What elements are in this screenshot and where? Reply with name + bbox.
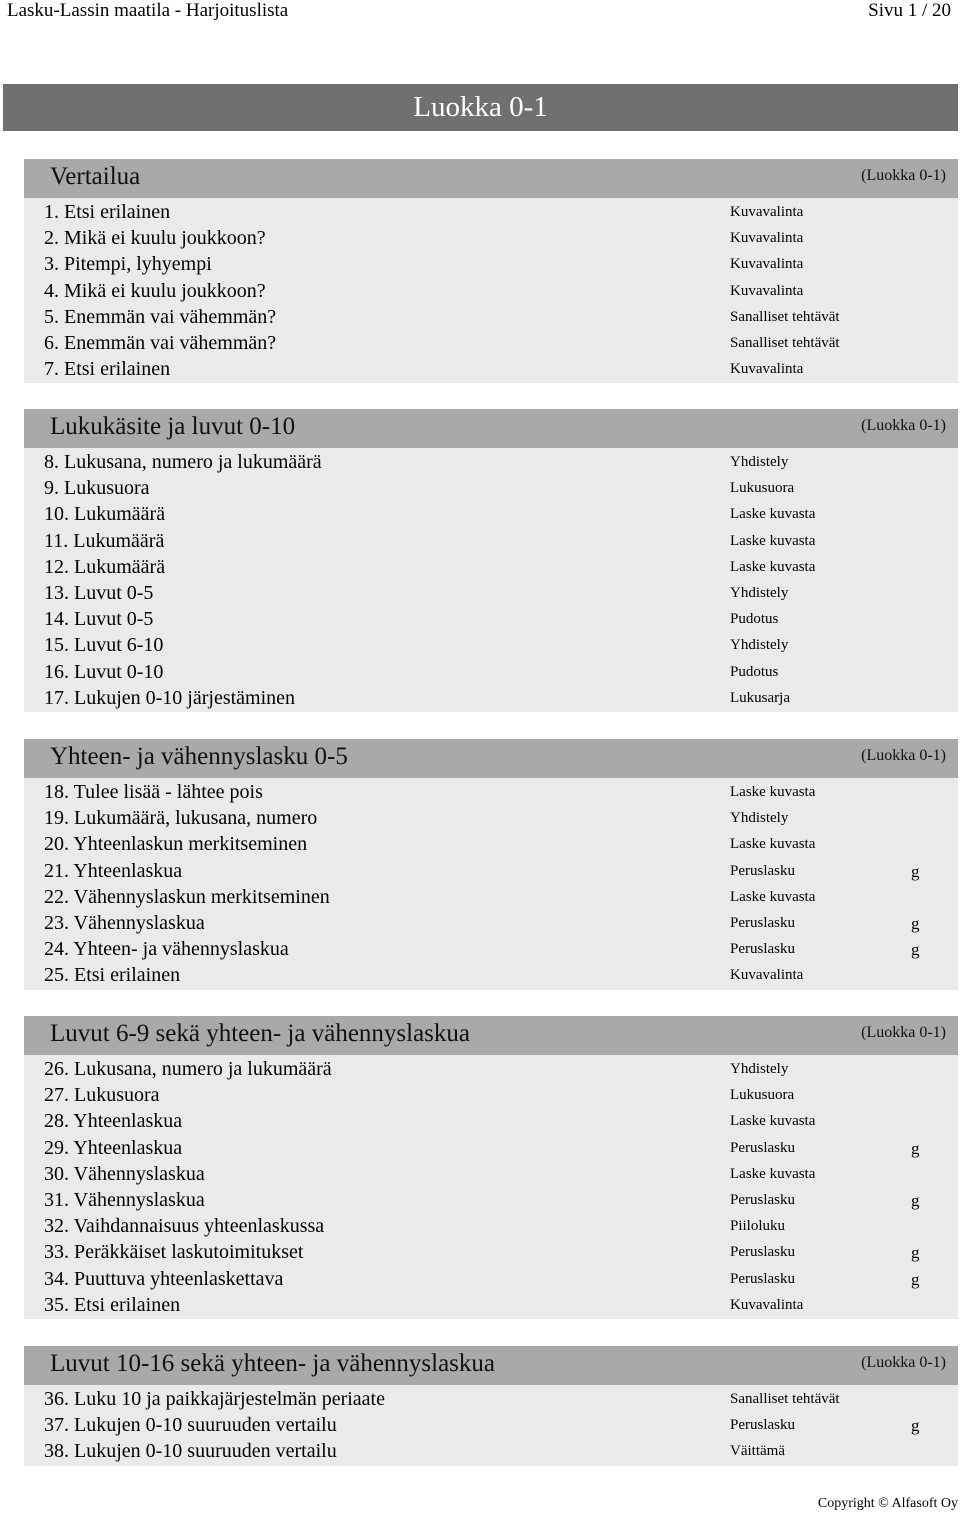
exercise-mark: g [911,1416,920,1436]
exercise-type: Peruslasku [730,1244,795,1261]
exercise-title: 5. Enemmän vai vähemmän? [44,305,277,328]
exercise-row[interactable] [24,279,958,305]
section-header [24,1346,958,1385]
exercise-type: Peruslasku [730,862,795,879]
exercise-title: 21. Yhteenlaskua [44,859,183,882]
document-title: Lasku-Lassin maatila - Harjoituslista [7,0,289,21]
exercise-type: Laske kuvasta [730,1165,816,1182]
exercise-row[interactable] [24,581,958,607]
exercise-row[interactable] [24,1162,958,1188]
exercise-section [24,1016,958,1319]
exercise-type: Kuvavalinta [730,361,804,378]
exercise-row[interactable] [24,331,958,357]
exercise-title: 26. Lukusana, numero ja lukumäärä [44,1058,332,1080]
exercise-type: Laske kuvasta [730,836,816,853]
exercise-type: Lukusuora [730,1087,795,1104]
exercise-title: 17. Lukujen 0-10 järjestäminen [44,686,296,709]
section-grade-tag: (Luokka 0-1) [861,1354,946,1371]
exercise-row[interactable] [24,1136,958,1162]
exercise-type: Laske kuvasta [730,506,816,523]
exercise-row[interactable] [24,476,958,502]
exercise-title: 14. Luvut 0-5 [44,608,154,631]
exercise-type: Sanalliset tehtävät [730,1391,840,1407]
exercise-title: 15. Luvut 6-10 [44,634,164,657]
exercise-type: Laske kuvasta [730,532,816,549]
exercise-type: Peruslasku [730,941,795,958]
exercise-title: 35. Etsi erilainen [44,1293,181,1316]
exercise-type: Sanalliset tehtävät [730,334,840,351]
section-header [24,1016,958,1055]
exercise-mark: g [911,1190,920,1210]
exercise-section [24,409,958,712]
page-header [0,0,960,20]
exercise-title: 37. Lukujen 0-10 suuruuden vertailu [44,1414,337,1437]
exercise-title: 31. Vähennyslaskua [44,1188,205,1211]
exercise-title: 24. Yhteen- ja vähennyslaskua [44,938,289,961]
exercise-type: Lukusuora [730,480,795,497]
grade-banner: Luokka 0-1 [3,84,958,131]
exercise-type: Yhdistely [730,454,789,470]
exercise-title: 16. Luvut 0-10 [44,660,164,683]
exercise-type: Väittämä [730,1443,785,1460]
exercise-title: 1. Etsi erilainen [44,201,171,223]
exercise-type: Yhdistely [730,637,789,654]
exercise-row[interactable] [24,555,958,581]
exercise-row[interactable] [24,1439,958,1465]
exercise-title: 19. Lukumäärä, lukusana, numero [44,807,318,830]
exercise-type: Pudotus [730,611,779,628]
section-title: Luvut 6-9 sekä yhteen- ja vähennyslaskua [50,1020,471,1047]
exercise-row[interactable] [24,502,958,528]
exercise-section [24,159,958,383]
exercise-row[interactable] [24,1240,958,1266]
section-title: Vertailua [50,163,141,190]
exercise-title: 22. Vähennyslaskun merkitseminen [44,885,330,908]
exercise-title: 3. Pitempi, lyhyempi [44,253,212,276]
exercise-type: Kuvavalinta [730,256,804,273]
exercise-type: Peruslasku [730,1270,795,1287]
exercise-type: Peruslasku [730,1417,795,1434]
exercise-type: Laske kuvasta [730,784,816,800]
exercise-mark: g [911,940,920,960]
exercise-row[interactable] [24,963,958,989]
exercise-type: Kuvavalinta [730,282,804,299]
section-title: Luvut 10-16 sekä yhteen- ja vähennyslaskua [50,1350,496,1377]
exercise-title: 25. Etsi erilainen [44,964,181,987]
exercise-type: Lukusarja [730,689,790,706]
exercise-type: Peruslasku [730,1139,795,1156]
exercise-row[interactable] [24,450,958,476]
section-grade-tag: (Luokka 0-1) [861,167,946,184]
exercise-row[interactable] [24,607,958,633]
exercise-rows [24,1055,958,1319]
exercise-title: 12. Lukumäärä [44,555,166,578]
exercise-title: 20. Yhteenlaskun merkitseminen [44,833,308,856]
exercise-rows [24,1385,958,1466]
section-title: Lukukäsite ja luvut 0-10 [50,413,296,440]
exercise-title: 28. Yhteenlaskua [44,1110,183,1133]
exercise-row[interactable] [24,859,958,885]
exercise-type: Laske kuvasta [730,888,816,905]
exercise-row[interactable] [24,1413,958,1439]
exercise-mark: g [911,1269,920,1289]
exercise-row[interactable] [24,780,958,806]
exercise-title: 9. Lukusuora [44,477,150,500]
exercise-section [24,739,958,990]
exercise-title: 33. Peräkkäiset laskutoimitukset [44,1241,304,1264]
exercise-type: Peruslasku [730,1191,795,1208]
exercise-type: Laske kuvasta [730,1113,816,1130]
exercise-type: Yhdistely [730,584,789,601]
exercise-row[interactable] [24,1387,958,1413]
exercise-title: 11. Lukumäärä [44,529,165,552]
exercise-title: 32. Vaihdannaisuus yhteenlaskussa [44,1215,325,1238]
exercise-title: 18. Tulee lisää - lähtee pois [44,781,263,803]
section-grade-tag: (Luokka 0-1) [861,417,946,434]
exercise-type: Peruslasku [730,914,795,931]
exercise-row[interactable] [24,911,958,937]
exercise-title: 13. Luvut 0-5 [44,581,154,604]
section-grade-tag: (Luokka 0-1) [861,1024,946,1041]
exercise-row[interactable] [24,686,958,712]
exercise-type: Kuvavalinta [730,204,804,220]
section-header [24,409,958,448]
section-header [24,739,958,778]
exercise-row[interactable] [24,832,958,858]
section-grade-tag: (Luokka 0-1) [861,747,946,764]
section-title: Yhteen- ja vähennyslasku 0-5 [50,743,348,770]
exercise-row[interactable] [24,305,958,331]
exercise-title: 30. Vähennyslaskua [44,1162,205,1185]
exercise-row[interactable] [24,1188,958,1214]
exercise-title: 6. Enemmän vai vähemmän? [44,331,277,354]
exercise-rows [24,778,958,990]
copyright-notice: Copyright © Alfasoft Oy [817,1496,958,1511]
exercise-row[interactable] [24,529,958,555]
exercise-type: Yhdistely [730,1061,789,1077]
exercise-type: Kuvavalinta [730,230,804,247]
exercise-rows [24,448,958,712]
exercise-row[interactable] [24,252,958,278]
exercise-title: 8. Lukusana, numero ja lukumäärä [44,451,322,473]
page-indicator: Sivu 1 / 20 [868,0,951,21]
exercise-row[interactable] [24,1214,958,1240]
exercise-row[interactable] [24,806,958,832]
exercise-type: Yhdistely [730,810,789,827]
exercise-title: 23. Vähennyslaskua [44,911,205,934]
exercise-title: 29. Yhteenlaskua [44,1136,183,1159]
exercise-row[interactable] [24,1083,958,1109]
exercise-section [24,1346,958,1466]
exercise-title: 38. Lukujen 0-10 suuruuden vertailu [44,1440,337,1463]
exercise-title: 27. Lukusuora [44,1084,160,1107]
exercise-row[interactable] [24,633,958,659]
exercise-mark: g [911,1138,920,1158]
exercise-title: 36. Luku 10 ja paikkajärjestelmän periaate [44,1388,385,1410]
exercise-type: Piiloluku [730,1218,786,1235]
exercise-type: Kuvavalinta [730,967,804,984]
exercise-row[interactable] [24,885,958,911]
exercise-title: 4. Mikä ei kuulu joukkoon? [44,279,266,302]
exercise-mark: g [911,913,920,933]
exercise-row[interactable] [24,1293,958,1319]
exercise-row[interactable] [24,660,958,686]
exercise-title: 2. Mikä ei kuulu joukkoon? [44,227,266,250]
exercise-title: 10. Lukumäärä [44,503,166,526]
exercise-row[interactable] [24,357,958,383]
exercise-row[interactable] [24,1057,958,1083]
exercise-rows [24,198,958,383]
section-header [24,159,958,198]
exercise-row[interactable] [24,200,958,226]
exercise-type: Sanalliset tehtävät [730,308,840,325]
exercise-type: Kuvavalinta [730,1296,804,1313]
exercise-row[interactable] [24,1267,958,1293]
exercise-title: 34. Puuttuva yhteenlaskettava [44,1267,284,1290]
exercise-row[interactable] [24,1109,958,1135]
exercise-title: 7. Etsi erilainen [44,358,171,381]
exercise-type: Pudotus [730,663,779,680]
exercise-row[interactable] [24,937,958,963]
exercise-type: Laske kuvasta [730,558,816,575]
exercise-row[interactable] [24,226,958,252]
exercise-mark: g [911,861,920,881]
exercise-mark: g [911,1243,920,1263]
